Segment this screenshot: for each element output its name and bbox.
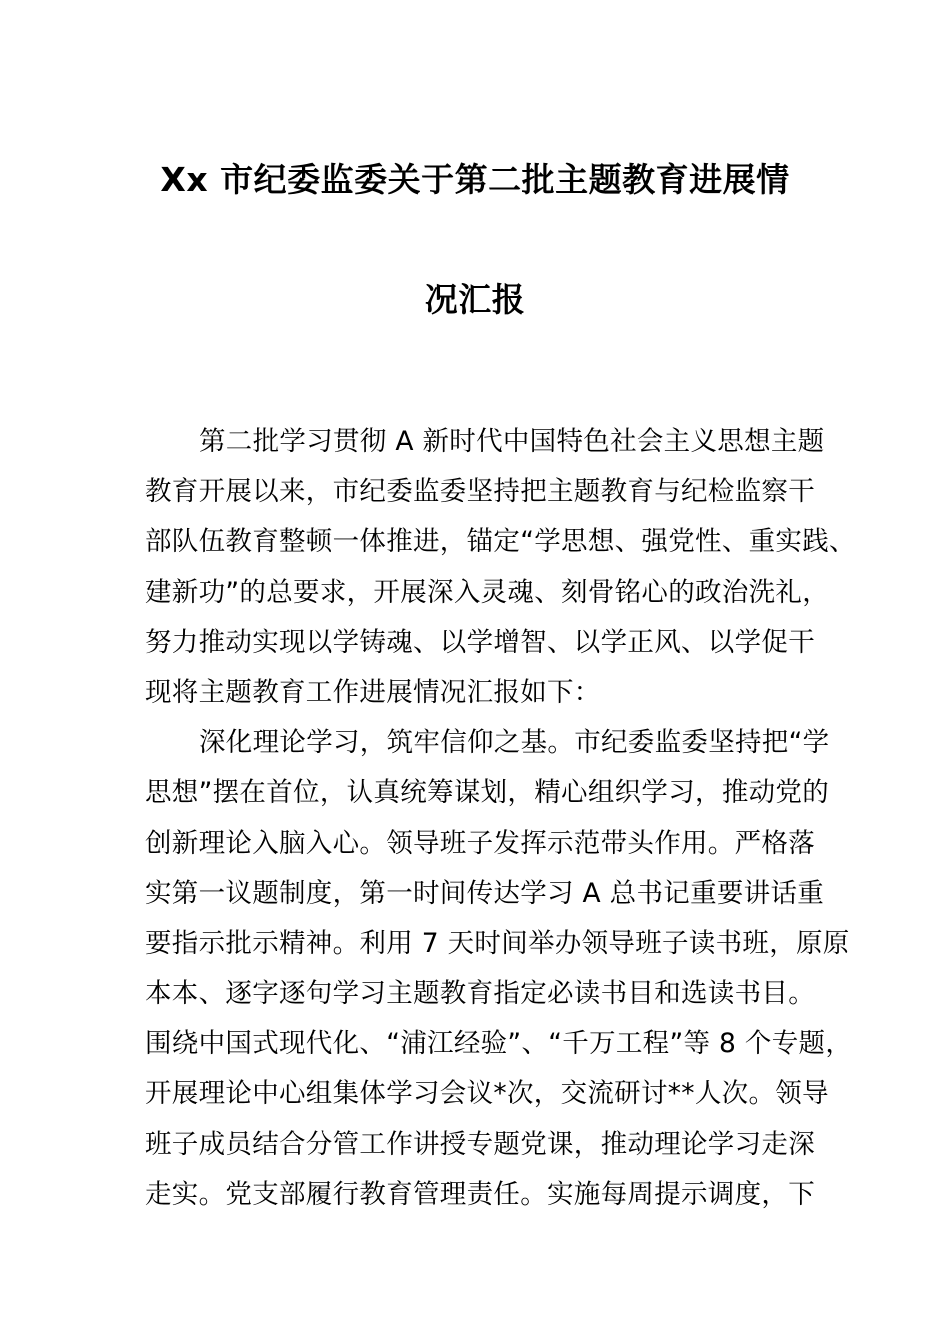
- paragraph-line: 努力推动实现以学铸魂、以学增智、以学正风、以学促干: [145, 626, 815, 658]
- paragraph-line: 开展理论中心组集体学习会议*次，交流研讨**人次。领导: [145, 1078, 829, 1110]
- document-title-line-2: 况汇报: [424, 280, 526, 319]
- paragraph-line: 思想”摆在首位，认真统筹谋划，精心组织学习，推动党的: [145, 777, 830, 809]
- paragraph-line: 建新功”的总要求，开展深入灵魂、刻骨铭心的政治洗礼，: [145, 576, 830, 608]
- paragraph-line: 深化理论学习，筑牢信仰之基。市纪委监委坚持把“学: [199, 727, 830, 759]
- paragraph-line: 教育开展以来，市纪委监委坚持把主题教育与纪检监察干: [145, 476, 815, 508]
- paragraph-theory-study: [145, 718, 853, 1220]
- paragraph-line: 本本、逐字逐句学习主题教育指定必读书目和选读书目。: [145, 978, 815, 1010]
- paragraph-line: 走实。党支部履行教育管理责任。实施每周提示调度，下: [145, 1178, 815, 1210]
- paragraph-line: 要指示批示精神。利用 7 天时间举办领导班子读书班，原原: [145, 927, 850, 959]
- paragraph-line: 部队伍教育整顿一体推进，锚定“学思想、强党性、重实践、: [145, 526, 856, 558]
- paragraph-line: 实第一议题制度，第一时间传达学习 A 总书记重要讲话重: [145, 877, 825, 909]
- paragraph-intro: [145, 417, 856, 718]
- paragraph-line: 班子成员结合分管工作讲授专题党课，推动理论学习走深: [145, 1128, 815, 1160]
- paragraph-line: 围绕中国式现代化、“浦江经验”、“千万工程”等 8 个专题，: [145, 1028, 853, 1060]
- document-title-line-1: Xx 市纪委监委关于第二批主题教育进展情: [160, 160, 790, 199]
- paragraph-line: 现将主题教育工作进展情况汇报如下：: [145, 676, 601, 708]
- document-body: [145, 417, 856, 1220]
- paragraph-line: 创新理论入脑入心。领导班子发挥示范带头作用。严格落: [145, 827, 815, 859]
- paragraph-line: 第二批学习贯彻 A 新时代中国特色社会主义思想主题: [199, 426, 825, 457]
